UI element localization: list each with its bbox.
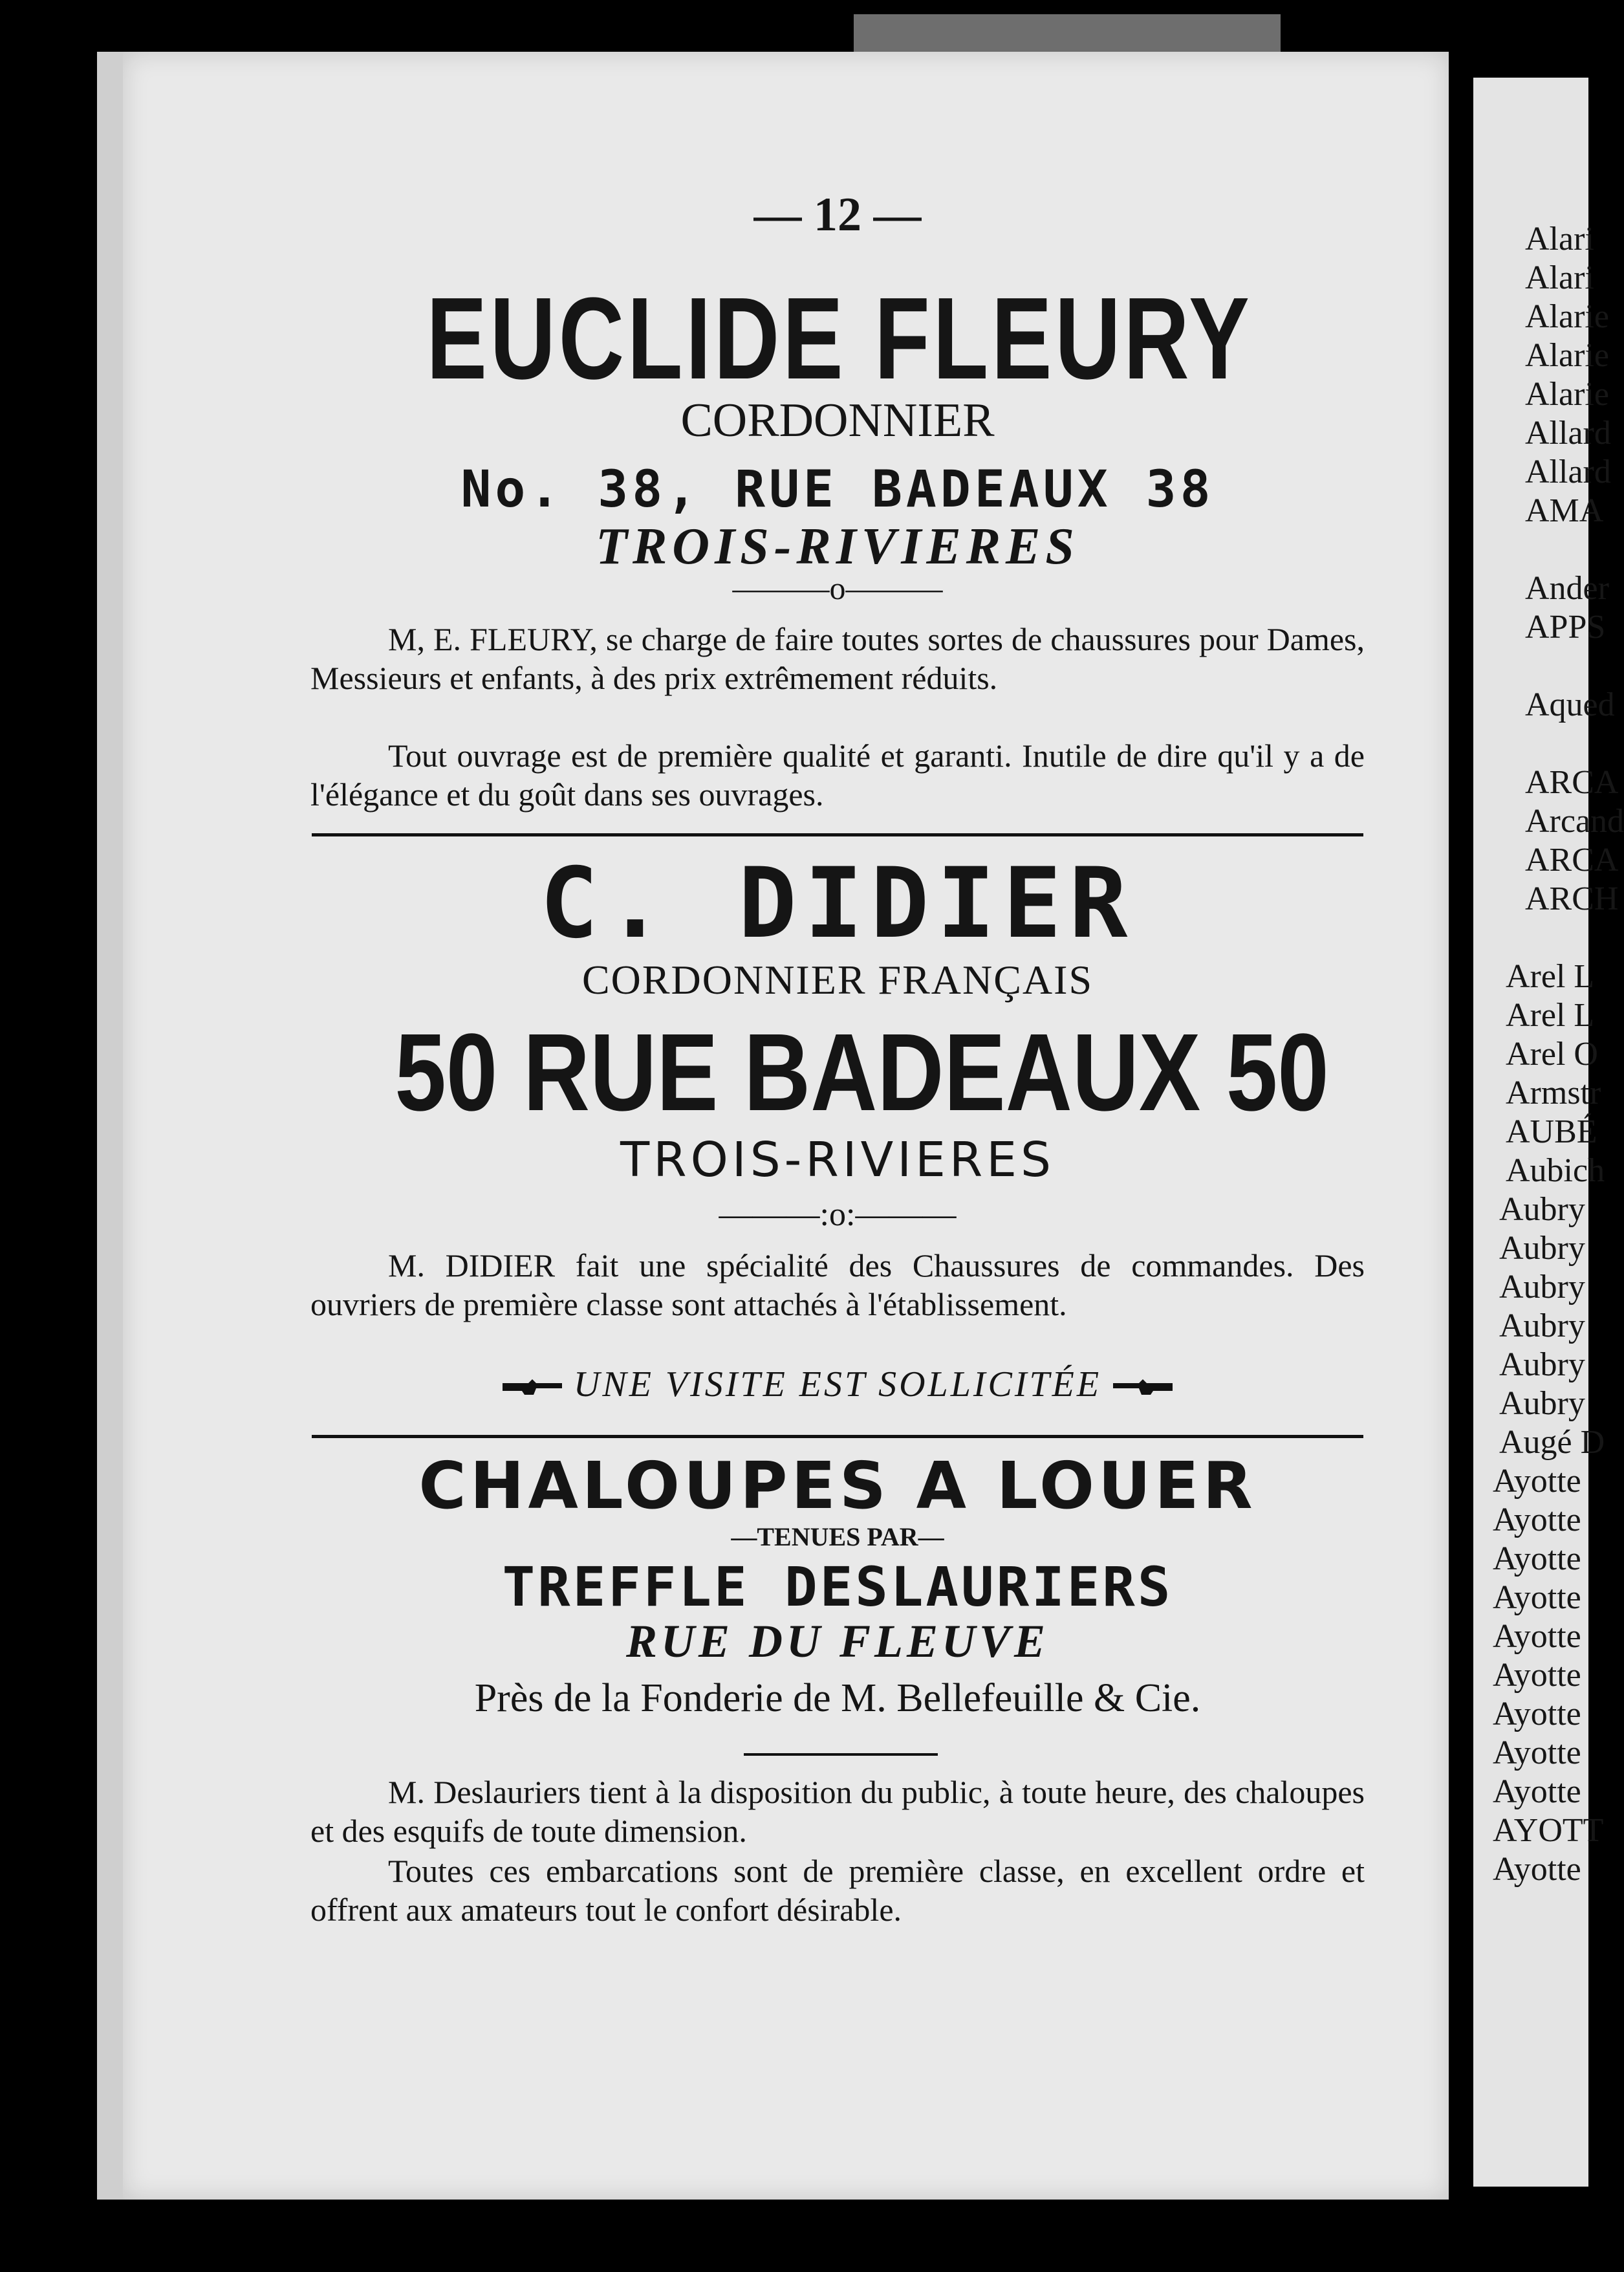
adjacent-index-entry: AUBÉ — [1506, 1113, 1597, 1150]
adjacent-index-entry: ARCH — [1525, 880, 1619, 917]
ad1-business-name: EUCLIDE FLEURY — [426, 274, 1253, 404]
adjacent-index-entry: Armstr — [1506, 1075, 1601, 1111]
adjacent-index-entry: Aubry — [1499, 1191, 1585, 1228]
adjacent-index-entry: APPS — [1525, 609, 1606, 646]
adjacent-index-entry: ARCA — [1525, 764, 1619, 801]
adjacent-index-entry: Allard — [1525, 415, 1611, 452]
ad2-trade: CORDONNIER FRANÇAIS — [581, 957, 1094, 1003]
adjacent-index-entry: Ayotte — [1493, 1463, 1581, 1500]
adjacent-index-entry: Alarie — [1525, 298, 1609, 335]
ad1-trade: CORDONNIER — [680, 394, 995, 447]
ad3-title: CHALOUPES A LOUER — [418, 1448, 1257, 1524]
adjacent-index-entry: Alarie — [1525, 376, 1609, 413]
adjacent-index-entry: Ayotte — [1493, 1657, 1581, 1694]
adjacent-page-index — [1473, 78, 1624, 2187]
adjacent-index-entry: Ayotte — [1493, 1851, 1581, 1888]
adjacent-index-entry: Alari — [1525, 221, 1594, 257]
section-divider — [312, 1435, 1363, 1438]
adjacent-index-entry: Ander — [1525, 570, 1609, 607]
adjacent-index-entry: AMA — [1525, 492, 1604, 529]
section-divider — [312, 833, 1363, 836]
adjacent-index-entry: Ayotte — [1493, 1773, 1581, 1810]
adjacent-index-entry: Arel L — [1506, 958, 1595, 995]
ad1-separator: ———o——— — [732, 570, 943, 606]
adjacent-index-entry: AYOTT — [1493, 1812, 1604, 1849]
ad2-city: TROIS-RIVIERES — [620, 1132, 1055, 1188]
ad2-paragraph: M. DIDIER fait une spécialité des Chaussures de commandes. Des ouvriers de première classe sont attachés à l'établissement. — [310, 1247, 1365, 1322]
ad1-address: No. 38, RUE BADEAUX 38 — [460, 461, 1215, 519]
ad3-street: RUE DU FLEUVE — [625, 1615, 1050, 1667]
adjacent-index-entry: Ayotte — [1493, 1696, 1581, 1732]
adjacent-index-entry: Arel L — [1506, 997, 1595, 1034]
adjacent-index-entry: Allard — [1525, 453, 1611, 490]
adjacent-index-entry: Aubry — [1499, 1230, 1585, 1267]
adjacent-index-entry: Arcand — [1525, 803, 1624, 840]
ad3-business-name: TREFFLE DESLAURIERS — [502, 1555, 1173, 1619]
ad2-business-name: C. DIDIER — [539, 847, 1136, 960]
adjacent-index-entry: Aubry — [1499, 1385, 1585, 1422]
ad2-slogan-line — [310, 1364, 1365, 1405]
ad2-separator: ———:o:——— — [719, 1196, 957, 1233]
adjacent-index-entry: Aubich — [1506, 1152, 1605, 1189]
ad2-slogan: UNE VISITE EST SOLLICITÉE — [573, 1364, 1102, 1404]
adjacent-index-entry: Ayotte — [1493, 1734, 1581, 1771]
adjacent-index-entry: Arel O — [1506, 1036, 1598, 1073]
page-number: — 12 — — [753, 188, 922, 241]
adjacent-index-entry: Augé D — [1499, 1424, 1605, 1461]
ad1-paragraph-1: M, E. FLEURY, se charge de faire toutes sortes de chaussures pour Dames, Messieurs et enfants, à des prix extrêmement réduits. — [310, 621, 1365, 696]
ad1-paragraph-2: Tout ouvrage est de première qualité et garanti. Inutile de dire qu'il y a de l'élégance et du goût dans ses ouvrages. — [310, 737, 1365, 813]
adjacent-index-entry: Ayotte — [1493, 1618, 1581, 1655]
adjacent-index-entry: ARCA — [1525, 842, 1619, 879]
adjacent-index-entry: Aubry — [1499, 1307, 1585, 1344]
pointing-hand-right-icon — [500, 1378, 565, 1397]
adjacent-index-entry: Alarie — [1525, 337, 1609, 374]
ad3-paragraph-1: M. Deslauriers tient à la disposition du public, à toute heure, des chaloupes et des esquifs de toute dimension. — [310, 1774, 1365, 1849]
adjacent-index-entry: Ayotte — [1493, 1540, 1581, 1577]
ad2-address: 50 RUE BADEAUX 50 — [395, 1011, 1329, 1134]
ad1-city: TROIS-RIVIERES — [596, 518, 1079, 575]
ad3-location: Près de la Fonderie de M. Bellefeuille & Cie. — [474, 1676, 1201, 1720]
adjacent-index-entry: Aubry — [1499, 1269, 1585, 1305]
adjacent-index-entry: Ayotte — [1493, 1502, 1581, 1538]
ad3-subtitle: —TENUES PAR— — [731, 1522, 944, 1551]
adjacent-index-entry: Alari — [1525, 259, 1594, 296]
adjacent-index-entry: Aubry — [1499, 1346, 1585, 1383]
pointing-hand-left-icon — [1110, 1378, 1175, 1397]
short-divider — [744, 1753, 938, 1756]
adjacent-index-entry: Aqued — [1525, 686, 1615, 723]
adjacent-index-entry: Ayotte — [1493, 1579, 1581, 1616]
ad3-paragraph-2: Toutes ces embarcations sont de première classe, en excellent ordre et offrent aux amateurs tout le confort désirable. — [310, 1853, 1365, 1928]
